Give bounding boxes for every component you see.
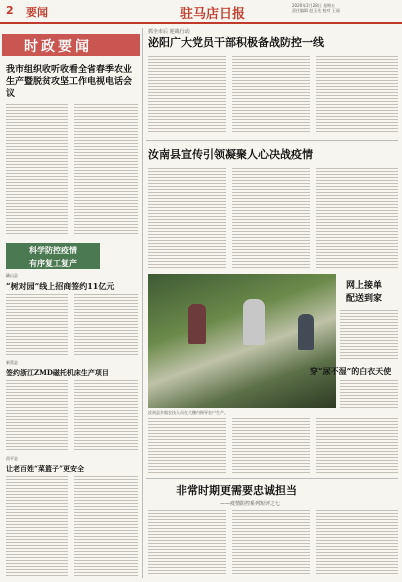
- item1-body-col1: [6, 294, 68, 356]
- second-body-col2: [232, 168, 310, 270]
- top-headline: 泌阳广大党员干部积极备战防控一线: [148, 36, 324, 49]
- story-divider: [146, 140, 398, 141]
- second-body-col3: [316, 168, 398, 270]
- item2-headline: 签约浙江ZMD磁托机床生产项目: [6, 368, 109, 377]
- bottom-subtitle: ——疫情防控系列短评之七: [220, 501, 281, 507]
- bottom-headline: 非常时期更需要忠诚担当: [176, 484, 297, 497]
- bottom-divider: [146, 478, 398, 479]
- lead-headline: 我市组织收听收看全省春季农业生产暨脱贫攻坚工作电视电话会议: [6, 65, 133, 99]
- feature-body-col2: [316, 418, 398, 474]
- item3-dateline: 西平县: [6, 456, 18, 461]
- feature-headline: 穿“尿不湿”的白衣天使: [310, 366, 392, 376]
- header-info: [292, 3, 398, 13]
- item3-body-col1: [6, 476, 68, 576]
- page-number: 2: [6, 4, 14, 17]
- campaign-box: [6, 243, 100, 269]
- item2-dateline: 新蔡县: [6, 360, 18, 365]
- bottom-body-col2: [232, 510, 310, 576]
- photo-person-2: [243, 299, 265, 345]
- bottom-body-col1: [148, 510, 226, 576]
- editor-line: 责任编辑 赵玉先 校对 王丽: [292, 8, 340, 13]
- column-divider: [142, 28, 143, 578]
- item3-body-col2: [74, 476, 138, 576]
- campaign-line-2: 有序复工复产: [29, 259, 77, 268]
- section-name: 要闻: [26, 6, 48, 19]
- section-banner: [2, 34, 140, 56]
- feature-body-top: [340, 380, 398, 410]
- item1-body-col2: [74, 294, 138, 356]
- sidebar-title-line1: 网上接单: [346, 281, 383, 291]
- top-body-col3: [316, 56, 398, 134]
- second-body-col1: [148, 168, 226, 270]
- item3-headline: 让老百姓“菜篮子”更安全: [6, 464, 85, 473]
- item1-headline: “树对园”线上招商签约11亿元: [6, 281, 115, 291]
- feature-body-col1: [232, 418, 310, 474]
- top-kicker: 抓全市后 迎战行动: [148, 29, 190, 35]
- top-body-col1: [148, 56, 226, 134]
- caption-continuation: [148, 418, 226, 474]
- page-header: [0, 0, 402, 24]
- campaign-line-1: 科学防控疫情: [29, 246, 77, 255]
- item2-body-col1: [6, 380, 68, 452]
- lead-body-col1: [6, 104, 68, 236]
- item2-body-col2: [74, 380, 138, 452]
- top-body-col2: [232, 56, 310, 134]
- photo-caption: 汝南县乡镇农技人员在大棚内指导农户生产。: [148, 410, 228, 415]
- bottom-body-col3: [316, 510, 398, 576]
- news-photo: [148, 274, 336, 408]
- section-banner-label: 时政要闻: [24, 39, 92, 55]
- sidebar-body: [340, 310, 398, 360]
- masthead: 驻马店日报: [180, 7, 246, 22]
- sidebar-title-line2: 配送到家: [346, 294, 383, 304]
- photo-person-3: [298, 314, 314, 350]
- second-headline: 汝南县宣传引领凝聚人心决战疫情: [148, 148, 313, 161]
- item1-dateline: 确山县: [6, 273, 18, 278]
- date-line: 2020年2月28日 星期五: [292, 3, 336, 8]
- lead-body-col2: [74, 104, 138, 236]
- photo-person-1: [188, 304, 206, 344]
